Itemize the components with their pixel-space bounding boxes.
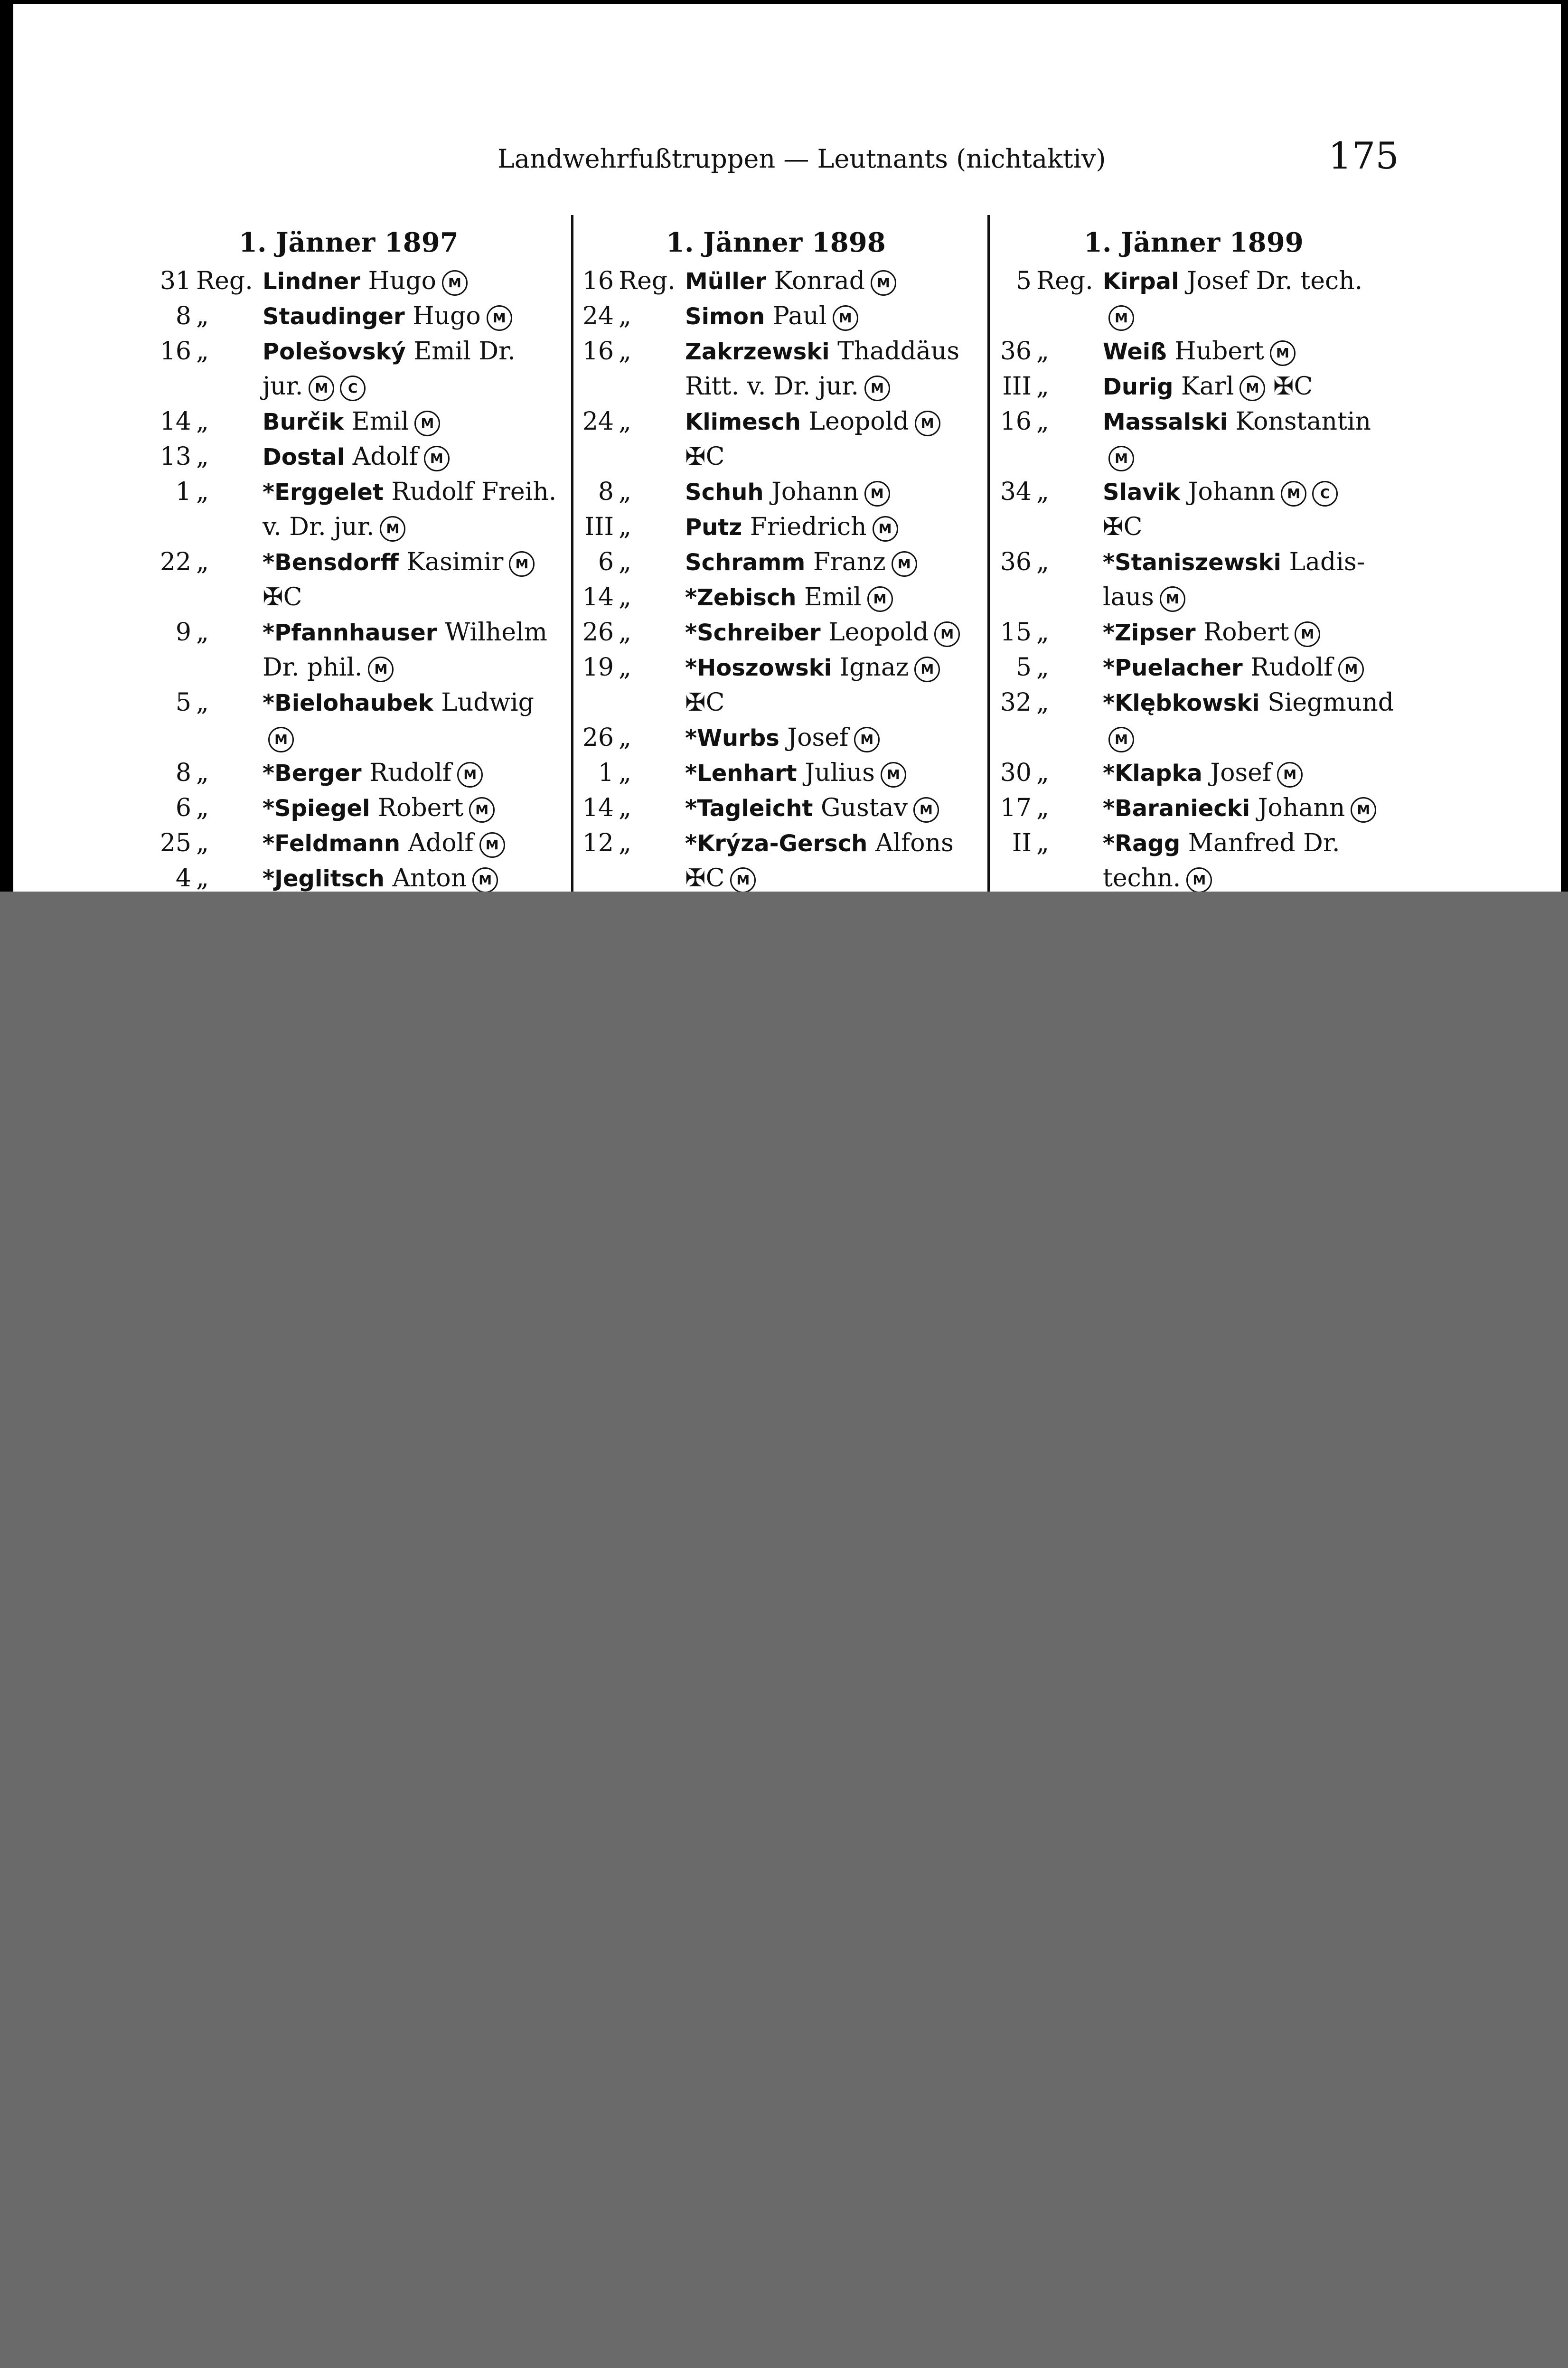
given-name: Anton bbox=[392, 864, 467, 892]
officer-entry bbox=[1103, 759, 1303, 788]
regiment-number: 5 bbox=[175, 688, 191, 717]
given-name: Paul bbox=[772, 302, 827, 330]
surname: *Tagleicht bbox=[685, 795, 813, 822]
regiment-number: 16 bbox=[582, 337, 614, 366]
regiment-number: 16 bbox=[1000, 407, 1032, 436]
officer-entry bbox=[685, 372, 890, 401]
decoration-icon: M bbox=[487, 305, 512, 331]
officer-entry bbox=[1103, 302, 1134, 331]
decoration-icon: M bbox=[730, 867, 756, 892]
given-name: Alfons bbox=[875, 829, 954, 857]
decoration-icon: M bbox=[380, 516, 405, 542]
regiment-unit: „ bbox=[619, 618, 631, 647]
officer-entry bbox=[263, 513, 405, 542]
officer-entry bbox=[263, 724, 294, 752]
given-name: techn. bbox=[1103, 864, 1181, 892]
regiment-unit: „ bbox=[1036, 337, 1049, 366]
regiment-unit: „ bbox=[196, 829, 209, 857]
surname: *Hoszowski bbox=[685, 655, 832, 681]
regiment-unit: „ bbox=[196, 407, 209, 436]
given-name: Leopold bbox=[828, 618, 929, 647]
given-name: Dr. phil. bbox=[263, 653, 363, 682]
decoration-icon: C bbox=[1312, 481, 1338, 507]
given-name: Robert bbox=[1203, 618, 1289, 647]
regiment-number: 8 bbox=[175, 302, 191, 330]
regiment-unit: „ bbox=[619, 724, 631, 752]
officer-entry bbox=[1103, 794, 1376, 823]
given-name: laus bbox=[1103, 583, 1154, 611]
given-name: Konrad bbox=[774, 267, 865, 295]
surname: Klimesch bbox=[685, 409, 801, 435]
officer-entry bbox=[685, 548, 917, 577]
surname: Weiß bbox=[1103, 338, 1167, 365]
regiment-number: 8 bbox=[175, 759, 191, 787]
given-name: Karl bbox=[1181, 372, 1234, 401]
decoration-icon: M bbox=[1108, 446, 1134, 471]
surname: Polešovský bbox=[263, 338, 406, 365]
given-name: v. Dr. jur. bbox=[263, 513, 375, 541]
regiment-unit: „ bbox=[1036, 688, 1049, 717]
decoration-icon: M bbox=[913, 797, 939, 823]
decoration-icon: M bbox=[1186, 867, 1212, 892]
regiment-unit: „ bbox=[196, 618, 209, 647]
regiment-unit: „ bbox=[619, 583, 631, 611]
regiment-number: 8 bbox=[598, 478, 614, 506]
officer-entry bbox=[685, 513, 898, 542]
officer-entry bbox=[685, 442, 724, 471]
decoration-icon: M bbox=[867, 586, 893, 612]
decoration-icon: M bbox=[479, 832, 505, 858]
regiment-number: 14 bbox=[582, 583, 614, 611]
regiment-unit: „ bbox=[1036, 794, 1049, 822]
surname: Massalski bbox=[1103, 409, 1228, 435]
surname: Putz bbox=[685, 514, 742, 541]
surname: Lindner bbox=[263, 268, 360, 295]
decoration-icon: M bbox=[864, 481, 890, 507]
given-name: ✠C bbox=[263, 583, 302, 611]
decoration-icon: M bbox=[424, 446, 450, 471]
given-name: Hugo bbox=[368, 267, 436, 295]
given-name: ✠C bbox=[685, 688, 725, 717]
officer-entry bbox=[1103, 337, 1296, 366]
regiment-unit: „ bbox=[196, 864, 209, 892]
running-header: Landwehrfußtruppen — Leutnants (nichtaktiv) bbox=[498, 144, 1106, 174]
given-name: Rudolf bbox=[369, 759, 452, 787]
given-name: Robert bbox=[377, 794, 464, 822]
regiment-unit: Reg. bbox=[1036, 267, 1093, 295]
decoration-icon: M bbox=[854, 727, 880, 752]
decoration-icon: M bbox=[864, 376, 890, 401]
surname: Müller bbox=[685, 268, 767, 295]
officer-entry bbox=[685, 618, 960, 647]
decoration-icon: M bbox=[934, 621, 960, 647]
given-name: Ritt. v. Dr. jur. bbox=[685, 372, 859, 401]
regiment-unit: „ bbox=[619, 794, 631, 822]
given-name: Josef Dr. tech. bbox=[1187, 267, 1363, 295]
regiment-number: 14 bbox=[160, 407, 191, 436]
officer-entry bbox=[263, 407, 440, 436]
officer-entry bbox=[685, 267, 896, 296]
decoration-icon: M bbox=[469, 797, 495, 823]
surname: *Feldmann bbox=[263, 830, 401, 857]
surname: Schramm bbox=[685, 549, 806, 576]
decoration-icon: M bbox=[1281, 481, 1306, 507]
column-divider bbox=[987, 215, 990, 892]
officer-entry bbox=[263, 548, 535, 577]
given-name: ✠C bbox=[685, 442, 725, 471]
officer-entry bbox=[1103, 407, 1371, 436]
decoration-icon: M bbox=[472, 867, 498, 892]
regiment-number: 5 bbox=[1015, 653, 1032, 682]
surname: *Bensdorff bbox=[263, 549, 399, 576]
regiment-number: III bbox=[1002, 372, 1032, 401]
given-name: Johann bbox=[1188, 478, 1276, 506]
page bbox=[13, 4, 1561, 892]
officer-entry bbox=[685, 864, 756, 892]
officer-entry bbox=[263, 337, 516, 366]
surname: Durig bbox=[1103, 374, 1174, 400]
regiment-number: 5 bbox=[1015, 267, 1032, 295]
given-name: Emil Dr. bbox=[413, 337, 516, 366]
regiment-unit: „ bbox=[619, 337, 631, 366]
given-name: Josef bbox=[787, 724, 849, 752]
regiment-unit: „ bbox=[619, 759, 631, 787]
given-name: Johann bbox=[1258, 794, 1345, 822]
officer-entry bbox=[1103, 442, 1134, 471]
scan-edge bbox=[0, 0, 13, 892]
regiment-number: 24 bbox=[582, 302, 614, 330]
regiment-unit: „ bbox=[619, 407, 631, 436]
officer-entry bbox=[263, 442, 450, 471]
officer-entry bbox=[685, 407, 940, 436]
given-name: Leopold bbox=[808, 407, 909, 436]
regiment-unit: „ bbox=[196, 337, 209, 366]
given-name: Ludwig bbox=[441, 688, 534, 717]
regiment-unit: „ bbox=[619, 653, 631, 682]
decoration-icon: M bbox=[1277, 762, 1303, 788]
regiment-number: 36 bbox=[1000, 337, 1032, 366]
given-name: Ignaz bbox=[839, 653, 909, 682]
given-name: ✠C bbox=[685, 864, 725, 892]
officer-entry bbox=[685, 724, 880, 752]
officer-entry bbox=[263, 688, 534, 717]
decoration-icon: M bbox=[915, 411, 940, 436]
regiment-number: 14 bbox=[582, 794, 614, 822]
surname: *Zipser bbox=[1103, 620, 1196, 646]
regiment-number: 26 bbox=[582, 618, 614, 647]
regiment-number: 6 bbox=[175, 794, 191, 822]
officer-entry bbox=[685, 794, 939, 823]
regiment-unit: „ bbox=[1036, 829, 1049, 857]
decoration-icon: M bbox=[892, 551, 917, 577]
given-name: Siegmund bbox=[1268, 688, 1394, 717]
regiment-unit: „ bbox=[196, 688, 209, 717]
given-name: Hugo bbox=[413, 302, 481, 330]
decoration-icon: M bbox=[1108, 727, 1134, 752]
regiment-unit: „ bbox=[196, 794, 209, 822]
officer-entry bbox=[1103, 829, 1340, 857]
regiment-number: 31 bbox=[160, 267, 191, 295]
regiment-unit: „ bbox=[196, 302, 209, 330]
officer-entry bbox=[263, 653, 394, 682]
decoration-icon: M bbox=[1239, 376, 1265, 401]
regiment-unit: Reg. bbox=[196, 267, 253, 295]
officer-entry bbox=[685, 302, 858, 331]
surname: *Klębkowski bbox=[1103, 690, 1260, 716]
surname: *Erggelet bbox=[263, 479, 384, 506]
surname: *Puelacher bbox=[1103, 655, 1243, 681]
regiment-number: 19 bbox=[582, 653, 614, 682]
regiment-unit: „ bbox=[1036, 548, 1049, 576]
decoration-icon: M bbox=[1351, 797, 1376, 823]
regiment-number: 26 bbox=[582, 724, 614, 752]
given-name: Kasimir bbox=[406, 548, 504, 576]
officer-entry bbox=[1103, 267, 1362, 295]
surname: *Krýza-Gersch bbox=[685, 830, 868, 857]
decoration-icon: M bbox=[442, 270, 468, 296]
officer-entry bbox=[1103, 618, 1320, 647]
officer-entry bbox=[263, 618, 547, 647]
surname: *Spiegel bbox=[263, 795, 370, 822]
regiment-unit: „ bbox=[196, 759, 209, 787]
officer-entry bbox=[685, 478, 890, 507]
regiment-number: 32 bbox=[1000, 688, 1032, 717]
decoration-icon: M bbox=[1270, 340, 1296, 366]
regiment-unit: „ bbox=[1036, 618, 1049, 647]
officer-entry bbox=[685, 759, 906, 788]
regiment-number: 6 bbox=[598, 548, 614, 576]
regiment-unit: „ bbox=[1036, 372, 1049, 401]
surname: *Lenhart bbox=[685, 760, 797, 787]
given-name: ✠C bbox=[1103, 513, 1143, 541]
decoration-icon: C bbox=[340, 376, 366, 401]
decoration-icon: M bbox=[914, 657, 940, 682]
given-name: Konstantin bbox=[1235, 407, 1371, 436]
regiment-number: 30 bbox=[1000, 759, 1032, 787]
decoration-icon: M bbox=[873, 516, 898, 542]
regiment-number: 22 bbox=[160, 548, 191, 576]
surname: *Baraniecki bbox=[1103, 795, 1250, 822]
officer-entry bbox=[263, 267, 468, 296]
regiment-unit: Reg. bbox=[619, 267, 676, 295]
surname: Slavik bbox=[1103, 479, 1181, 506]
given-name: Julius bbox=[805, 759, 875, 787]
decoration-icon: M bbox=[871, 270, 896, 296]
officer-entry bbox=[263, 302, 512, 331]
regiment-number: III bbox=[584, 513, 614, 541]
regiment-number: 1 bbox=[175, 478, 191, 506]
column-divider bbox=[571, 215, 573, 892]
decoration-icon: M bbox=[1338, 657, 1364, 682]
given-name: Ladis- bbox=[1289, 548, 1365, 576]
given-name: Adolf bbox=[352, 442, 418, 471]
regiment-number: 36 bbox=[1000, 548, 1032, 576]
decoration-icon: M bbox=[881, 762, 906, 788]
given-name: Adolf bbox=[408, 829, 474, 857]
surname: Kirpal bbox=[1103, 268, 1179, 295]
regiment-number: 16 bbox=[582, 267, 614, 295]
given-name: jur. bbox=[263, 372, 303, 401]
officer-entry bbox=[1103, 583, 1185, 612]
regiment-unit: „ bbox=[1036, 478, 1049, 506]
given-name: Johann bbox=[771, 478, 859, 506]
decoration-icon: M bbox=[414, 411, 440, 436]
officer-entry bbox=[1103, 372, 1313, 401]
decoration-icon: M bbox=[268, 727, 294, 752]
surname: *Klapka bbox=[1103, 760, 1202, 787]
column-title: 1. Jänner 1898 bbox=[666, 227, 886, 258]
regiment-unit: „ bbox=[619, 478, 631, 506]
column-title: 1. Jänner 1899 bbox=[1084, 227, 1304, 258]
regiment-number: 1 bbox=[598, 759, 614, 787]
regiment-number: 12 bbox=[582, 829, 614, 857]
surname: *Ragg bbox=[1103, 830, 1181, 857]
given-name: Franz bbox=[813, 548, 886, 576]
officer-entry bbox=[1103, 513, 1142, 541]
officer-entry bbox=[685, 688, 724, 717]
given-name: Gustav bbox=[820, 794, 908, 822]
surname: *Jeglitsch bbox=[263, 865, 385, 892]
surname: Staudinger bbox=[263, 303, 405, 330]
decoration-icon: M bbox=[833, 305, 858, 331]
regiment-unit: „ bbox=[619, 829, 631, 857]
decoration-icon: M bbox=[509, 551, 535, 577]
surname: *Zebisch bbox=[685, 584, 797, 611]
regiment-unit: „ bbox=[619, 548, 631, 576]
surname: Schuh bbox=[685, 479, 764, 506]
decoration-cross: ✠C bbox=[1273, 372, 1313, 401]
officer-entry bbox=[685, 829, 954, 857]
surname: *Berger bbox=[263, 760, 362, 787]
officer-entry bbox=[263, 583, 302, 611]
regiment-number: 25 bbox=[160, 829, 191, 857]
column-title: 1. Jänner 1897 bbox=[239, 227, 459, 258]
decoration-icon: M bbox=[1108, 305, 1134, 331]
regiment-number: 17 bbox=[1000, 794, 1032, 822]
officer-entry bbox=[263, 829, 505, 858]
given-name: Friedrich bbox=[750, 513, 867, 541]
decoration-icon: M bbox=[1295, 621, 1320, 647]
decoration-icon: M bbox=[457, 762, 483, 788]
officer-entry bbox=[1103, 688, 1394, 717]
decoration-icon: M bbox=[1160, 586, 1185, 612]
surname: Dostal bbox=[263, 444, 345, 470]
given-name: Josef bbox=[1210, 759, 1272, 787]
given-name: Wilhelm bbox=[444, 618, 547, 647]
officer-entry bbox=[1103, 478, 1338, 507]
officer-entry bbox=[1103, 724, 1134, 752]
given-name: Manfred Dr. bbox=[1188, 829, 1340, 857]
surname: Simon bbox=[685, 303, 765, 330]
surname: *Bielohaubek bbox=[263, 690, 433, 716]
surname: *Pfannhauser bbox=[263, 620, 437, 646]
regiment-number: 16 bbox=[160, 337, 191, 366]
officer-entry bbox=[685, 653, 940, 682]
given-name: Rudolf Freih. bbox=[391, 478, 557, 506]
regiment-number: 24 bbox=[582, 407, 614, 436]
officer-entry bbox=[263, 478, 556, 506]
given-name: Emil bbox=[804, 583, 862, 611]
officer-entry bbox=[1103, 864, 1212, 892]
page-number: 175 bbox=[1328, 135, 1399, 178]
surname: Burčik bbox=[263, 409, 344, 435]
decoration-icon: M bbox=[368, 657, 394, 682]
given-name: Rudolf bbox=[1250, 653, 1333, 682]
regiment-unit: „ bbox=[1036, 759, 1049, 787]
regiment-number: 13 bbox=[160, 442, 191, 471]
surname: *Wurbs bbox=[685, 725, 779, 752]
officer-entry bbox=[685, 583, 893, 612]
officer-entry bbox=[1103, 653, 1364, 682]
officer-entry bbox=[1103, 548, 1365, 576]
given-name: Hubert bbox=[1174, 337, 1264, 366]
given-name: Thaddäus bbox=[837, 337, 960, 366]
regiment-number: 34 bbox=[1000, 478, 1032, 506]
regiment-number: 9 bbox=[175, 618, 191, 647]
regiment-unit: „ bbox=[196, 442, 209, 471]
officer-entry bbox=[263, 864, 498, 892]
given-name: Emil bbox=[351, 407, 409, 436]
regiment-number: II bbox=[1012, 829, 1032, 857]
regiment-unit: „ bbox=[1036, 407, 1049, 436]
regiment-unit: „ bbox=[196, 548, 209, 576]
officer-entry bbox=[685, 337, 959, 366]
officer-entry bbox=[263, 759, 483, 788]
regiment-unit: „ bbox=[196, 478, 209, 506]
surname: Zakrzewski bbox=[685, 338, 830, 365]
officer-entry bbox=[263, 372, 366, 401]
regiment-unit: „ bbox=[619, 302, 631, 330]
regiment-number: 4 bbox=[175, 864, 191, 892]
officer-entry bbox=[263, 794, 495, 823]
regiment-unit: „ bbox=[1036, 653, 1049, 682]
regiment-unit: „ bbox=[619, 513, 631, 541]
decoration-icon: M bbox=[309, 376, 334, 401]
blank-scan-area bbox=[0, 892, 1568, 2368]
surname: *Staniszewski bbox=[1103, 549, 1281, 576]
regiment-number: 15 bbox=[1000, 618, 1032, 647]
surname: *Schreiber bbox=[685, 620, 821, 646]
